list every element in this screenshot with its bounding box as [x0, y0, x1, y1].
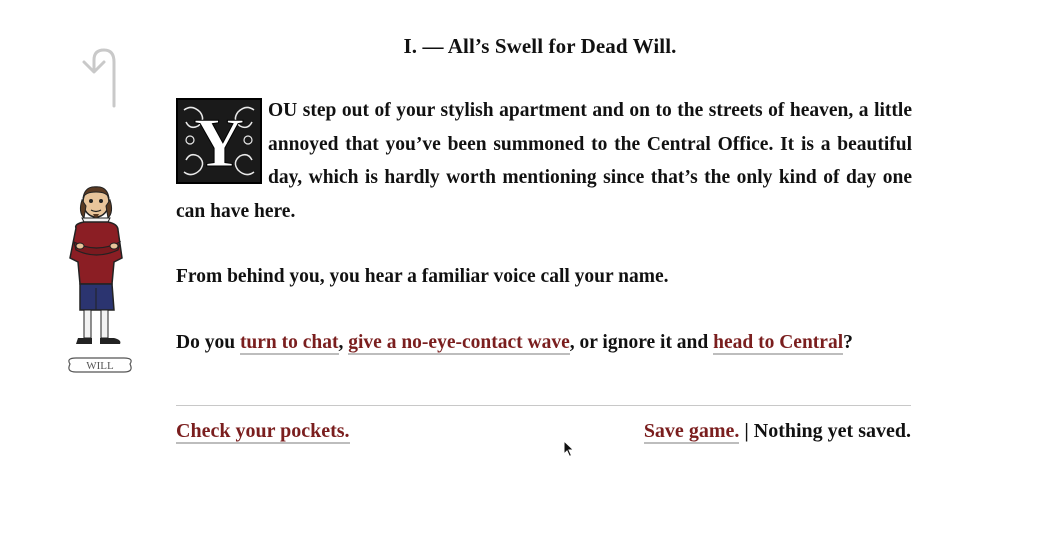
choice-head-to-central-link[interactable]: head to Central	[713, 331, 844, 353]
story-paragraph-1: OU step out of your stylish apartment and on to the streets of heaven, a little annoyed that you’ve been summoned to the Central Office. It is a beautiful day, which is hardly worth mentioning since that’s the only kind of day one can have here.	[176, 100, 912, 222]
story-paragraph-2: From behind you, you hear a familiar voice call your name.	[176, 266, 669, 287]
choice-separator: , or ignore it and	[569, 331, 714, 353]
dropcap-letter-illustration	[176, 98, 262, 184]
svg-text:WILL: WILL	[86, 360, 114, 372]
chapter-title: I. — All’s Swell for Dead Will.	[403, 34, 677, 58]
footer-right	[644, 420, 911, 443]
choice-prefix: Do you	[176, 331, 240, 353]
save-game-link[interactable]: Save game.	[643, 420, 740, 442]
choice-wave-link[interactable]: give a no-eye-contact wave	[348, 331, 570, 353]
save-status: Nothing yet saved.	[753, 420, 911, 442]
choice-turn-to-chat-link[interactable]: turn to chat	[239, 331, 339, 353]
save-separator: |	[739, 420, 754, 442]
check-pockets-link[interactable]: Check your pockets.	[176, 420, 350, 442]
footer-divider	[176, 405, 911, 406]
svg-text:Y: Y	[193, 105, 245, 182]
undo-arrow-icon[interactable]	[80, 44, 122, 108]
choice-suffix: ?	[843, 331, 853, 353]
story-text	[176, 94, 912, 359]
footer-left	[176, 420, 350, 443]
character-will-illustration	[62, 184, 142, 384]
choice-separator: ,	[338, 331, 349, 353]
mouse-pointer-icon	[563, 440, 575, 458]
choice-paragraph	[176, 326, 912, 360]
